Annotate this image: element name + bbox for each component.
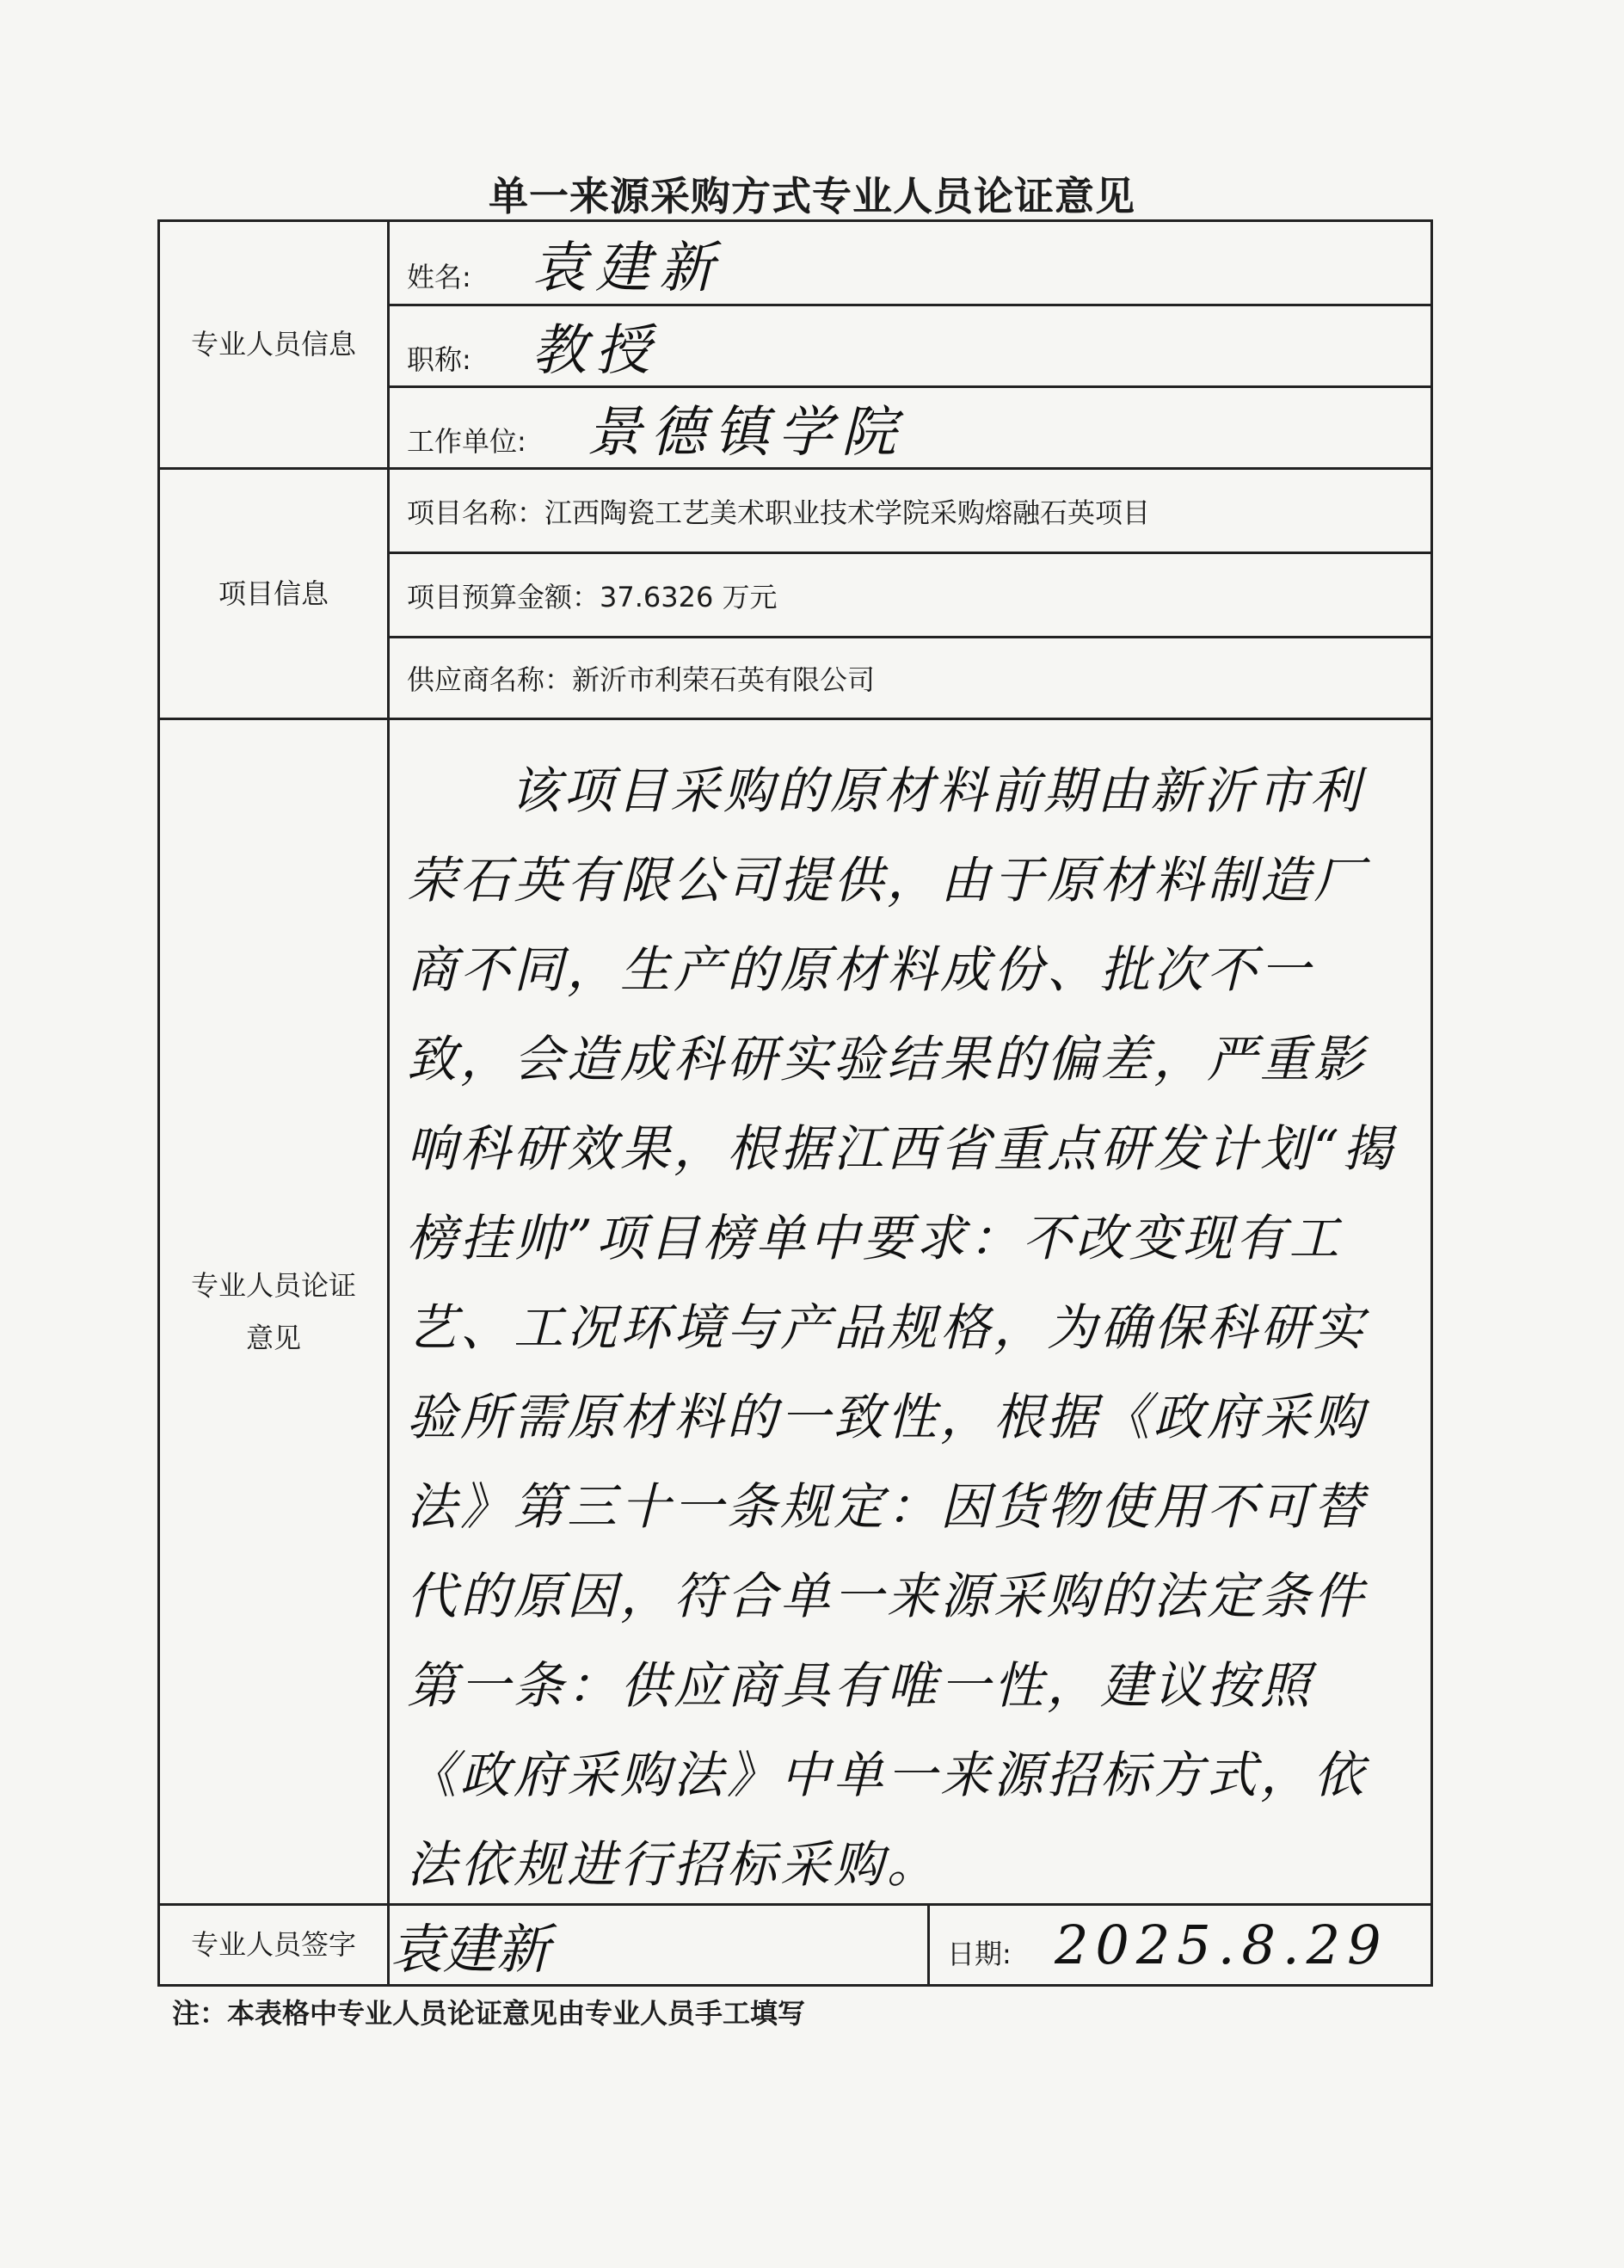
project-info-label: 项目信息	[159, 469, 389, 719]
supplier-cell: 供应商名称：新沂市利荣石英有限公司	[389, 638, 1432, 719]
title-label: 职称:	[407, 343, 471, 376]
signature-handwritten: 袁建新	[389, 1905, 929, 1986]
name-handwritten: 袁建新	[531, 236, 723, 300]
opinion-row	[159, 719, 1432, 1905]
name-row	[159, 221, 1432, 305]
signature-row	[159, 1905, 1432, 1986]
opinion-label	[159, 719, 389, 1905]
project-name-row	[159, 469, 1432, 553]
opinion-handwritten-text: 该项目采购的原材料前期由新沂市利荣石英有限公司提供，由于原材料制造厂商不同，生产的原材料成份、批次不一致，会造成科研实验结果的偏差，严重影响科研效果，根据江西省重点研发计划“揭榜挂帅”项目榜单中要求：不改变现有工艺、工况环境与产品规格，为确保科研实验所需原材料的一致性，根据《政府采购法》第三十一条规定：因货物使用不可替代的原因，符合单一来源采购的法定条件第一条：供应商具有唯一性，建议按照《政府采购法》中单一来源招标方式，依法依规进行招标采购。	[407, 761, 1396, 1894]
opinion-label-line2: 意见	[245, 1321, 301, 1354]
employer-label: 工作单位:	[407, 425, 526, 458]
page-title: 单一来源采购方式专业人员论证意见	[489, 173, 1135, 219]
date-cell	[929, 1905, 1432, 1986]
title-cell	[389, 305, 1432, 387]
name-label: 姓名:	[407, 260, 471, 293]
expert-info-label: 专业人员信息	[159, 221, 389, 469]
footnote: 注：本表格中专业人员论证意见由专业人员手工填写	[172, 1997, 806, 2030]
title-handwritten: 教授	[531, 319, 659, 383]
opinion-label-line1: 专业人员论证	[190, 1268, 356, 1302]
date-handwritten: 2025.8.29	[1054, 1914, 1388, 1976]
project-name-cell: 项目名称：江西陶瓷工艺美术职业技术学院采购熔融石英项目	[389, 469, 1432, 553]
opinion-cell	[389, 719, 1432, 1905]
budget-cell: 项目预算金额：37.6326 万元	[389, 553, 1432, 638]
employer-cell	[389, 387, 1432, 469]
name-cell	[389, 221, 1432, 305]
employer-handwritten: 景德镇学院	[586, 401, 905, 465]
date-label: 日期:	[947, 1938, 1012, 1970]
expert-opinion-form	[157, 219, 1433, 1987]
signature-label: 专业人员签字	[159, 1905, 389, 1986]
